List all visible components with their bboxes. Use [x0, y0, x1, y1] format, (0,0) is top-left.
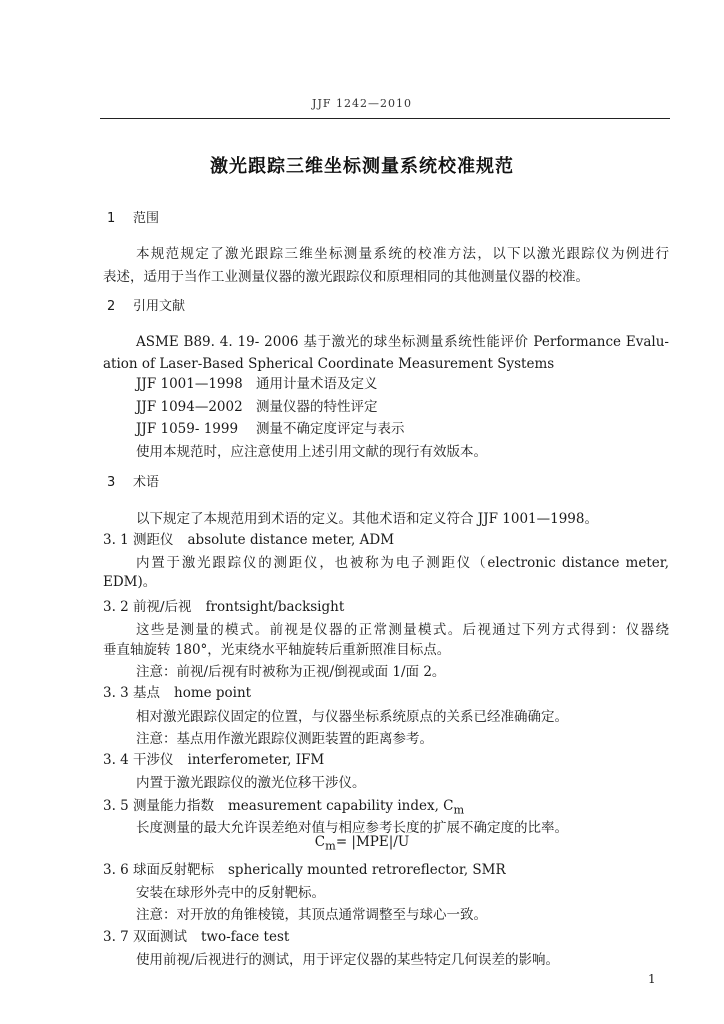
reference-item — [136, 420, 405, 438]
term-number: 3. 6 — [103, 862, 129, 878]
term-3-6-heading — [103, 861, 506, 879]
section-number: 2 — [107, 299, 116, 314]
asme-reference-line-1: ASME B89. 4. 19- 2006 基于激光的球坐标测量系统性能评价 Performance Evalu- — [136, 334, 669, 350]
term-number: 3. 3 — [103, 685, 129, 701]
term-english: two-face test — [201, 929, 290, 945]
section-title: 范围 — [133, 211, 160, 226]
reference-title: 测量仪器的特性评定 — [256, 399, 378, 415]
term-3-1-definition-line-2: EDM)。 — [103, 574, 157, 590]
term-3-5-heading — [103, 797, 464, 820]
term-3-3-definition: 相对激光跟踪仪固定的位置，与仪器坐标系统原点的关系已经准确确定。 — [136, 709, 568, 725]
page-number: 1 — [648, 972, 656, 986]
term-3-2-heading — [103, 598, 344, 616]
term-english: absolute distance meter, ADM — [187, 532, 395, 548]
term-english: frontsight/backsight — [205, 599, 345, 615]
term-3-1-definition-line-1: 内置于激光跟踪仪的测距仪，也被称为电子测距仪（electronic distance meter, — [136, 555, 669, 571]
section-2-heading — [107, 298, 185, 316]
term-name: 测距仪 — [133, 532, 174, 548]
term-3-2-definition-line-2: 垂直轴旋转 180°，光束绕水平轴旋转后重新照准目标点。 — [103, 642, 451, 658]
formula-subscript: m — [325, 839, 336, 853]
term-3-7-heading — [103, 928, 289, 946]
reference-item — [136, 398, 378, 416]
section-number: 3 — [107, 475, 116, 490]
section-number: 1 — [107, 211, 116, 226]
term-3-4-heading — [103, 751, 324, 769]
terms-intro: 以下规定了本规范用到术语的定义。其他术语和定义符合 JJF 1001—1998。 — [136, 511, 598, 527]
term-3-6-definition: 安装在球形外壳中的反射靶标。 — [136, 885, 325, 901]
term-3-7-definition: 使用前视/后视进行的测试，用于评定仪器的某些特定几何误差的影响。 — [136, 952, 560, 968]
term-english: measurement capability index, C — [228, 798, 454, 814]
term-3-2-note: 注意：前视/后视有时被称为正视/倒视或面 1/面 2。 — [136, 664, 446, 680]
header-rule — [100, 118, 670, 119]
reference-title: 通用计量术语及定义 — [256, 376, 378, 392]
term-name: 前视/后视 — [133, 599, 192, 615]
term-3-6-note: 注意：对开放的角锥棱镜，其顶点通常调整至与球心一致。 — [136, 907, 487, 923]
term-3-3-heading — [103, 684, 251, 702]
term-3-5-definition: 长度测量的最大允许误差绝对值与相应参考长度的扩展不确定度的比率。 — [136, 820, 568, 836]
asme-reference-line-2: ation of Laser-Based Spherical Coordinate Measurement Systems — [103, 356, 555, 372]
term-english: home point — [174, 685, 252, 701]
capability-index-formula — [0, 834, 724, 853]
term-name: 基点 — [133, 685, 160, 701]
term-number: 3. 4 — [103, 752, 129, 768]
term-name: 干涉仪 — [133, 752, 174, 768]
reference-code: JJF 1094—2002 — [136, 399, 243, 415]
formula-expression: = |MPE|/U — [335, 834, 410, 850]
term-3-1-heading — [103, 531, 394, 549]
term-number: 3. 2 — [103, 599, 129, 615]
section-3-heading — [107, 474, 159, 492]
section-1-heading — [107, 210, 159, 228]
section-1-paragraph-line-1: 本规范规定了激光跟踪三维坐标测量系统的校准方法，以下以激光跟踪仪为例进行 — [136, 246, 669, 262]
term-name: 双面测试 — [133, 929, 187, 945]
section-title: 术语 — [133, 475, 160, 490]
reference-title: 测量不确定度评定与表示 — [256, 421, 405, 437]
reference-usage-note: 使用本规范时，应注意使用上述引用文献的现行有效版本。 — [136, 444, 487, 460]
term-number: 3. 7 — [103, 929, 129, 945]
formula-symbol: C — [314, 834, 326, 850]
document-title: 激光跟踪三维坐标测量系统校准规范 — [210, 156, 514, 177]
term-english: spherically mounted retroreflector, SMR — [228, 862, 506, 878]
term-name: 测量能力指数 — [133, 798, 214, 814]
term-name: 球面反射靶标 — [133, 862, 214, 878]
term-number: 3. 1 — [103, 532, 129, 548]
term-english: interferometer, IFM — [187, 752, 325, 768]
reference-code: JJF 1059- 1999 — [136, 421, 239, 437]
section-title: 引用文献 — [133, 299, 186, 314]
term-3-3-note: 注意：基点用作激光跟踪仪测距装置的距离参考。 — [136, 731, 433, 747]
term-number: 3. 5 — [103, 798, 129, 814]
reference-item — [136, 375, 378, 393]
term-english-subscript: m — [453, 803, 465, 817]
term-3-2-definition-line-1: 这些是测量的模式。前视是仪器的正常测量模式。后视通过下列方式得到：仪器绕 — [136, 622, 669, 638]
reference-code: JJF 1001—1998 — [136, 376, 243, 392]
term-3-4-definition: 内置于激光跟踪仪的激光位移干涉仪。 — [136, 775, 366, 791]
standard-code-header: JJF 1242—2010 — [312, 97, 412, 110]
section-1-paragraph-line-2: 表述，适用于当作工业测量仪器的激光跟踪仪和原理相同的其他测量仪器的校准。 — [103, 269, 589, 285]
